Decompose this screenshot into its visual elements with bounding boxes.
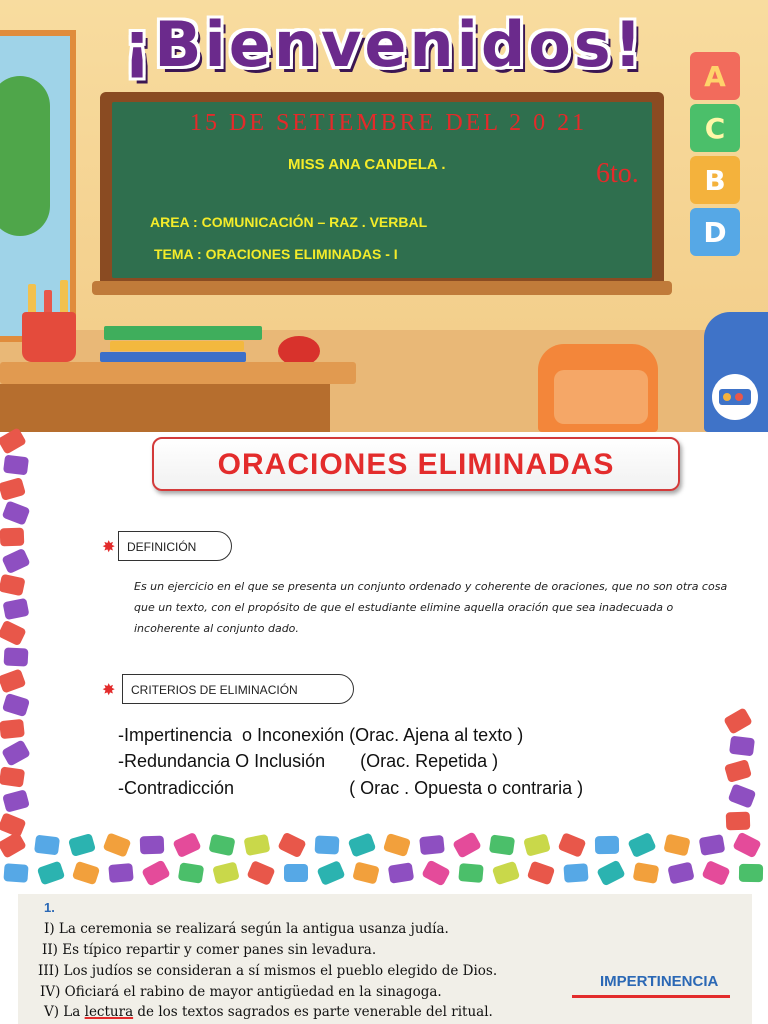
school-logo-icon — [712, 374, 758, 420]
puzzle-piece-icon — [208, 834, 235, 857]
puzzle-piece-icon — [0, 620, 27, 647]
puzzle-piece-icon — [244, 834, 271, 856]
puzzle-piece-icon — [0, 477, 26, 501]
welcome-title: ¡Bienvenidos! — [123, 8, 645, 81]
puzzle-piece-icon — [383, 833, 411, 857]
puzzle-piece-icon — [739, 864, 763, 882]
puzzle-piece-icon — [633, 862, 660, 884]
letter-block-a: A — [690, 52, 740, 100]
puzzle-piece-icon — [178, 862, 205, 884]
puzzle-piece-icon — [212, 861, 240, 884]
puzzle-piece-icon — [348, 832, 377, 857]
pencil-cup-icon — [22, 312, 76, 362]
underlined-word: lectura — [84, 1004, 134, 1020]
puzzle-piece-icon — [388, 862, 415, 884]
area-text: AREA : COMUNICACIÓN – RAZ . VERBAL — [150, 214, 428, 230]
letter-block-b: B — [690, 156, 740, 204]
puzzle-border-bottom — [0, 836, 768, 894]
puzzle-piece-icon — [724, 759, 752, 783]
puzzle-piece-icon — [68, 833, 96, 857]
date-text: 15 DE SETIEMBRE DEL 2 0 21 — [190, 110, 588, 136]
chalkboard-ledge — [92, 281, 672, 295]
exercise-line: I) La ceremonia se realizará según la antigua usanza judía. — [44, 921, 449, 937]
puzzle-piece-icon — [596, 860, 626, 887]
puzzle-piece-icon — [352, 861, 380, 884]
puzzle-border-right — [726, 712, 768, 840]
puzzle-piece-icon — [701, 860, 730, 886]
puzzle-piece-icon — [315, 835, 340, 854]
puzzle-piece-icon — [2, 693, 30, 717]
puzzle-piece-icon — [2, 789, 30, 813]
puzzle-piece-icon — [140, 836, 165, 855]
puzzle-piece-icon — [277, 832, 306, 859]
answer-underline — [572, 995, 730, 998]
puzzle-piece-icon — [492, 861, 520, 886]
pencil-icon — [60, 280, 68, 316]
teacher-name: MISS ANA CANDELA . — [288, 156, 446, 173]
backpack-icon — [538, 344, 658, 432]
criteria-item: -Impertinencia o Inconexión (Orac. Ajena al texto ) — [118, 725, 524, 745]
puzzle-piece-icon — [0, 528, 24, 547]
criteria-item: -Contradicción ( Orac . Opuesta o contraria ) — [118, 778, 584, 798]
puzzle-piece-icon — [452, 831, 482, 858]
puzzle-piece-icon — [729, 736, 755, 757]
puzzle-piece-icon — [489, 834, 515, 855]
puzzle-piece-icon — [4, 647, 29, 666]
puzzle-piece-icon — [699, 834, 726, 856]
puzzle-piece-icon — [421, 859, 451, 886]
puzzle-piece-icon — [316, 860, 345, 886]
puzzle-piece-icon — [284, 864, 308, 882]
criteria-item: -Redundancia O Inclusión (Orac. Repetida ) — [118, 751, 499, 771]
puzzle-piece-icon — [726, 812, 751, 831]
exercise-number: 1. — [44, 900, 55, 915]
puzzle-piece-icon — [732, 832, 762, 859]
puzzle-piece-icon — [728, 783, 757, 808]
books-icon — [104, 326, 262, 340]
puzzle-piece-icon — [595, 836, 619, 854]
bullet-star-icon: ✸ — [102, 682, 116, 699]
puzzle-piece-icon — [723, 707, 753, 735]
puzzle-piece-icon — [1, 548, 30, 574]
puzzle-piece-icon — [0, 574, 26, 597]
books-icon — [100, 352, 246, 362]
definition-label: DEFINICIÓN — [118, 531, 232, 561]
puzzle-piece-icon — [246, 860, 275, 886]
puzzle-piece-icon — [37, 861, 66, 886]
bullet-star-icon: ✸ — [102, 539, 116, 556]
puzzle-piece-icon — [3, 598, 30, 620]
criteria-label: CRITERIOS DE ELIMINACIÓN — [122, 674, 354, 704]
exercise-line: III) Los judíos se consideran a sí mismos el pueblo elegido de Dios. — [38, 963, 498, 979]
puzzle-piece-icon — [0, 831, 27, 859]
puzzle-piece-icon — [458, 863, 483, 883]
puzzle-piece-icon — [1, 739, 31, 766]
answer-text: IMPERTINENCIA — [600, 973, 719, 990]
tema-text: TEMA : ORACIONES ELIMINADAS - I — [154, 246, 398, 262]
puzzle-border-left — [0, 432, 42, 840]
puzzle-piece-icon — [3, 455, 29, 476]
puzzle-piece-icon — [419, 835, 445, 855]
section-title: ORACIONES ELIMINADAS — [152, 437, 680, 491]
desk — [0, 362, 356, 384]
tree-illustration — [0, 76, 50, 236]
welcome-banner — [0, 0, 768, 432]
puzzle-piece-icon — [108, 863, 133, 883]
puzzle-piece-icon — [72, 861, 100, 886]
letter-block-d: D — [690, 208, 740, 256]
puzzle-piece-icon — [103, 832, 132, 857]
exercise-line: IV) Oficiará el rabino de mayor antigüedad en la sinagoga. — [40, 984, 442, 1000]
letter-block-c: C — [690, 104, 740, 152]
puzzle-piece-icon — [0, 719, 25, 739]
puzzle-piece-icon — [2, 500, 31, 525]
puzzle-piece-icon — [523, 833, 551, 857]
definition-text: Es un ejercicio en el que se presenta un conjunto ordenado y coherente de oraciones, que no son otra cosa que un texto, con el propósito de que el estudiante elimine aquella oración que sea inadecuada o incoherente al conjunto dado. — [134, 580, 728, 635]
puzzle-piece-icon — [527, 861, 556, 886]
puzzle-piece-icon — [34, 835, 60, 856]
puzzle-piece-icon — [667, 862, 694, 885]
desk-front — [0, 384, 330, 432]
puzzle-piece-icon — [0, 427, 27, 455]
chalkboard-surface — [112, 102, 652, 278]
puzzle-piece-icon — [563, 863, 588, 883]
puzzle-piece-icon — [0, 668, 26, 693]
exercise-line: V) La lectura de los textos sagrados es parte venerable del ritual. — [44, 1004, 493, 1020]
puzzle-piece-icon — [0, 766, 25, 787]
puzzle-piece-icon — [141, 859, 171, 886]
puzzle-piece-icon — [172, 832, 201, 858]
grade-text: 6to. — [596, 158, 639, 189]
chalkboard — [100, 92, 664, 288]
books-icon — [110, 341, 244, 351]
puzzle-piece-icon — [3, 863, 28, 883]
puzzle-piece-icon — [663, 834, 690, 857]
exercise-line: II) Es típico repartir y comer panes sin levadura. — [42, 942, 377, 958]
puzzle-piece-icon — [558, 832, 587, 858]
puzzle-piece-icon — [627, 832, 656, 858]
